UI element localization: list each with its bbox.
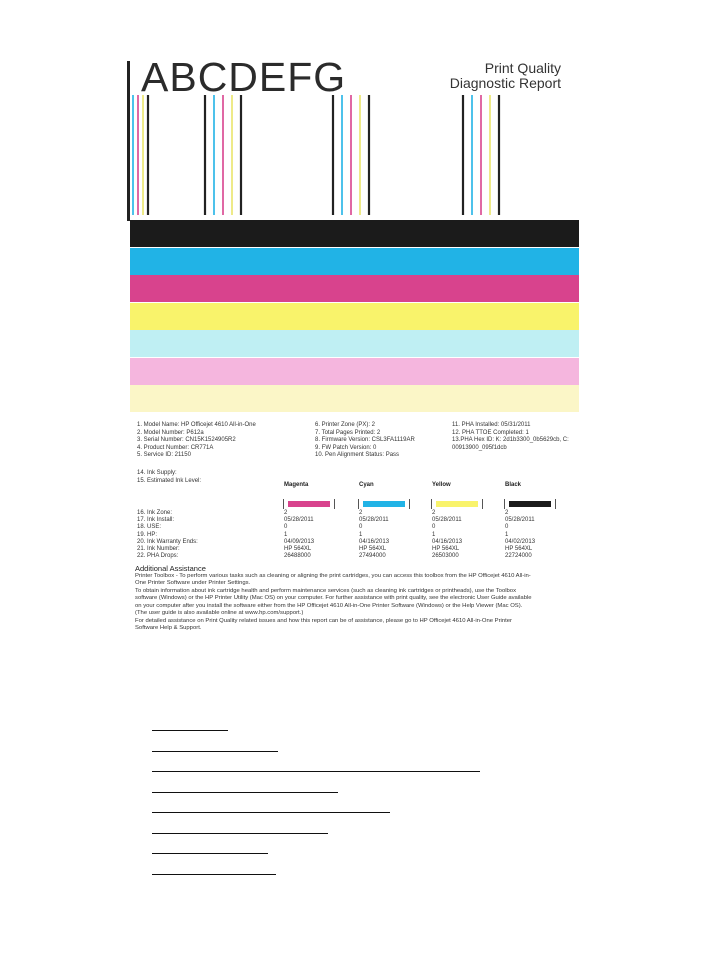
assistance-line: Software Help & Support.: [135, 625, 202, 631]
additional-assistance: [135, 565, 575, 633]
ink-value: 2: [359, 510, 363, 516]
ink-level-gauge-yellow: [431, 499, 483, 509]
redacted-link[interactable]: [152, 864, 276, 875]
ink-level-gauge-black: [504, 499, 556, 509]
info-line: 2. Model Number: P612a: [137, 429, 204, 436]
info-line: 4. Product Number: CR771A: [137, 444, 214, 451]
redacted-link[interactable]: [152, 720, 228, 731]
ink-values-black: [505, 510, 535, 560]
ink-row-label: 19. HP:: [137, 531, 158, 538]
info-line: 11. PHA Installed: 05/31/2011: [452, 422, 531, 428]
assistance-line: on your computer after you install the software either from the HP Officejet 4610 All-in-One Printer Software (Windows) or the Help Viewer (Mac OS).: [135, 602, 523, 609]
ink-value: 1: [284, 531, 288, 538]
color-bar-light-yellow: [130, 385, 579, 412]
ink-value: 2: [505, 510, 509, 516]
ink-values-magenta: [284, 510, 314, 560]
ink-value: 26503000: [432, 553, 459, 560]
ink-value: 05/28/2011: [432, 517, 462, 524]
color-bar-yellow: [130, 303, 579, 330]
ink-level-fill: [288, 501, 330, 507]
ink-value: 2: [284, 510, 288, 516]
ink-value: HP 564XL: [284, 546, 312, 553]
redacted-link[interactable]: [152, 741, 278, 752]
ink-values-cyan: [359, 510, 389, 560]
ink-name-black: Black: [505, 482, 522, 488]
ink-row-label: 20. Ink Warranty Ends:: [137, 538, 198, 545]
ink-value: 04/09/2013: [284, 538, 315, 545]
ink-value: 04/16/2013: [359, 538, 390, 545]
ink-values-yellow: [432, 510, 462, 560]
ink-row-label: 17. Ink Install:: [137, 517, 175, 524]
assistance-line: software (Windows) or the HP Printer Utility (Mac OS) on your computer. For further assistance with print quality, see the electronic User Guide available: [135, 595, 532, 601]
ink-row-label: 18. USE:: [137, 524, 162, 531]
assistance-heading: Additional Assistance: [135, 564, 206, 573]
color-bar-magenta: [130, 275, 579, 302]
color-bar-light-magenta: [130, 358, 579, 385]
ink-level-fill: [509, 501, 551, 507]
color-bar-cyan: [130, 248, 579, 275]
ink-value: 04/16/2013: [432, 538, 463, 545]
info-line: 9. FW Patch Version: 0: [315, 444, 377, 451]
redacted-link[interactable]: [152, 823, 328, 834]
info-line: 5. Service ID: 21150: [137, 452, 191, 459]
assistance-line: (The user guide is also available online at www.hp.com/support.): [135, 610, 304, 616]
ink-value: 0: [284, 524, 288, 531]
ink-value: 04/02/2013: [505, 538, 536, 545]
info-line: 7. Total Pages Printed: 2: [315, 429, 381, 436]
print-quality-report: [127, 55, 579, 645]
ink-row-label: 16. Ink Zone:: [137, 510, 173, 516]
assistance-line: One Printer Software under Printer Settings.: [135, 580, 251, 586]
ink-value: 1: [432, 531, 436, 538]
ink-name-yellow: Yellow: [432, 482, 451, 488]
info-line: 6. Printer Zone (PX): 2: [315, 422, 376, 428]
report-title-line1: Print Quality: [484, 60, 561, 76]
alignment-letters: ABCDEFG: [141, 54, 347, 100]
ink-value: HP 564XL: [359, 546, 387, 553]
info-line: 00913900_095f1dcb: [452, 444, 507, 451]
color-bar-light-cyan: [130, 330, 579, 357]
info-line: 13.PHA Hex ID: K: 2d1b3300_0b5629cb, C:: [452, 437, 569, 444]
assistance-line: For detailed assistance on Print Quality related issues and how this report can be of assistance, please go to HP Officejet 4610 All-in-One Printer: [135, 617, 512, 624]
redacted-link[interactable]: [152, 843, 268, 854]
info-line: 3. Serial Number: CN15K1524905R2: [137, 437, 236, 444]
ink-level-label: 15. Estimated Ink Level:: [137, 477, 202, 484]
color-bar-black: [130, 220, 579, 247]
assistance-text: [135, 573, 575, 633]
ink-row-label: 22. PHA Drops:: [137, 553, 179, 560]
ink-level-gauge-magenta: [283, 499, 335, 509]
assistance-line: To obtain information about ink cartridge health and perform maintenance services (such as cleaning ink cartridges or printheads), use the Toolbox: [135, 587, 517, 594]
info-line: 10. Pen Alignment Status: Pass: [315, 452, 400, 459]
ink-level-fill: [363, 501, 405, 507]
ink-supply-label: 14. Ink Supply:: [137, 470, 177, 476]
ink-value: HP 564XL: [505, 546, 533, 553]
ink-value: HP 564XL: [432, 546, 460, 553]
ink-value: 05/28/2011: [359, 517, 389, 524]
ink-value: 26488000: [284, 553, 311, 560]
ink-value: 0: [359, 524, 363, 531]
info-line: 8. Firmware Version: CSL3FA1119AR: [315, 437, 415, 444]
ink-level-fill: [436, 501, 478, 507]
info-column-1: [137, 422, 256, 460]
redacted-link[interactable]: [152, 782, 338, 793]
info-column-2: [315, 422, 415, 460]
redacted-link[interactable]: [152, 761, 480, 772]
alignment-lines: [127, 55, 579, 225]
ink-value: 1: [505, 531, 509, 538]
ink-supply-labels: [137, 470, 201, 485]
assistance-line: Printer Toolbox - To perform various tasks such as cleaning or aligning the print cartridges, you can access this toolbox from the HP Officejet 4610 All-in-: [135, 572, 531, 579]
ink-value: 2: [432, 510, 436, 516]
ink-row-labels: [137, 510, 198, 560]
ink-value: 1: [359, 531, 363, 538]
ink-value: 0: [505, 524, 509, 531]
ink-name-magenta: Magenta: [284, 482, 309, 488]
info-column-3: [452, 422, 569, 452]
info-line: 1. Model Name: HP Officejet 4610 All-in-One: [137, 422, 256, 428]
ink-name-cyan: Cyan: [359, 482, 374, 488]
ink-value: 27494000: [359, 553, 386, 560]
ink-value: 0: [432, 524, 436, 531]
redacted-link[interactable]: [152, 802, 390, 813]
ink-row-label: 21. Ink Number:: [137, 546, 180, 553]
ink-value: 22724000: [505, 553, 532, 560]
report-title-line2: Diagnostic Report: [449, 75, 561, 91]
info-line: 12. PHA TTOE Completed: 1: [452, 429, 529, 436]
ink-value: 05/28/2011: [505, 517, 535, 524]
ink-level-gauge-cyan: [358, 499, 410, 509]
ink-value: 05/28/2011: [284, 517, 314, 524]
